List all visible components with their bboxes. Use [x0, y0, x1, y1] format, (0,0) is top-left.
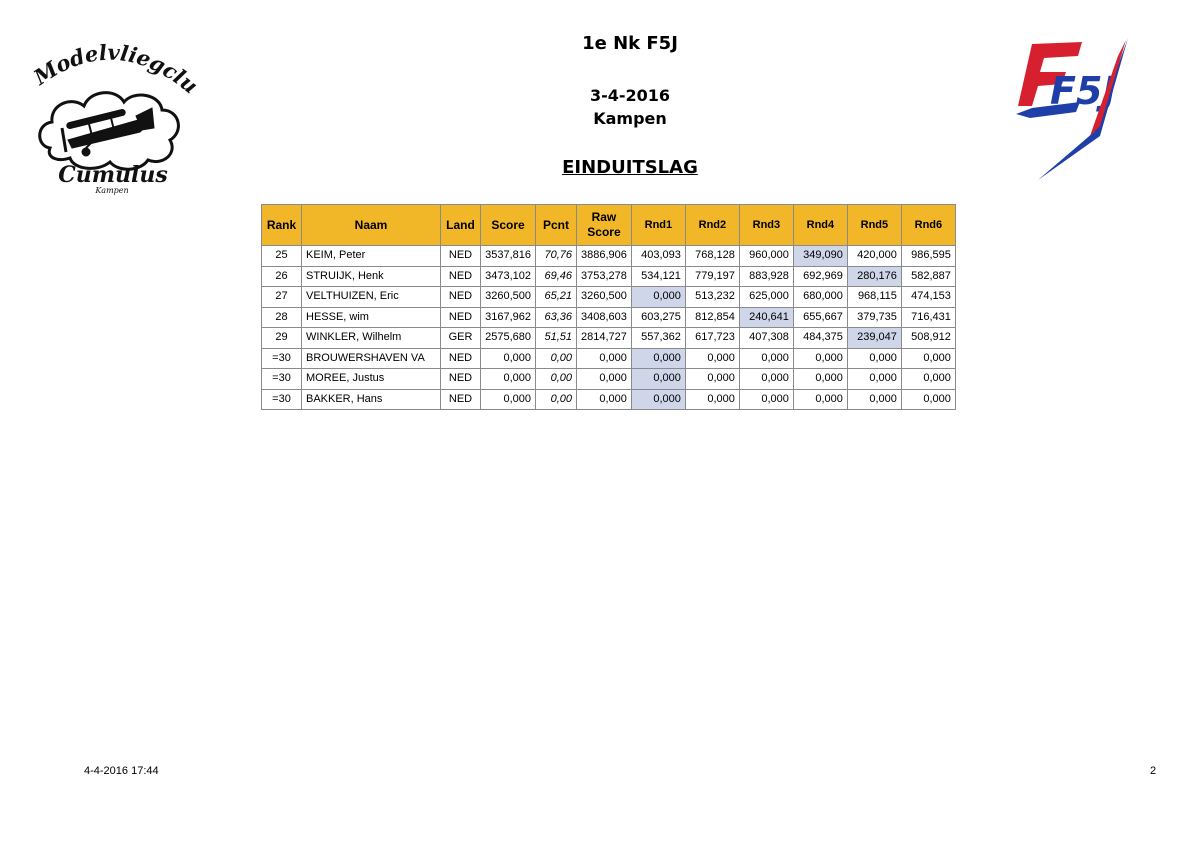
table-row	[262, 348, 956, 369]
round-1-cell: 403,093	[631, 246, 685, 267]
round-5-cell: 0,000	[847, 389, 901, 410]
score-cell: 0,000	[481, 348, 536, 369]
percent-cell: 69,46	[536, 266, 577, 287]
col-rnd3: Rnd3	[739, 205, 793, 246]
round-3-cell: 625,000	[739, 287, 793, 308]
rank-cell: =30	[262, 389, 302, 410]
name-cell: KEIM, Peter	[302, 246, 441, 267]
round-4-cell: 0,000	[793, 389, 847, 410]
round-5-cell: 0,000	[847, 369, 901, 390]
col-rnd4: Rnd4	[793, 205, 847, 246]
name-cell: STRUIJK, Henk	[302, 266, 441, 287]
raw-score-cell: 3886,906	[577, 246, 632, 267]
name-cell: MOREE, Justus	[302, 369, 441, 390]
table-row	[262, 389, 956, 410]
round-4-cell: 0,000	[793, 369, 847, 390]
round-3-cell: 240,641	[739, 307, 793, 328]
percent-cell: 0,00	[536, 389, 577, 410]
percent-cell: 0,00	[536, 348, 577, 369]
raw-score-cell: 3753,278	[577, 266, 632, 287]
score-cell: 3167,962	[481, 307, 536, 328]
round-6-cell: 0,000	[901, 369, 955, 390]
f5j-logo-text: F5J	[1050, 69, 1117, 113]
round-2-cell: 0,000	[685, 369, 739, 390]
print-timestamp: 4-4-2016 17:44	[84, 765, 159, 777]
raw-score-cell: 2814,727	[577, 328, 632, 349]
raw-score-cell: 3260,500	[577, 287, 632, 308]
table-row	[262, 287, 956, 308]
round-2-cell: 617,723	[685, 328, 739, 349]
round-4-cell: 484,375	[793, 328, 847, 349]
country-cell: GER	[441, 328, 481, 349]
round-4-cell: 680,000	[793, 287, 847, 308]
percent-cell: 63,36	[536, 307, 577, 328]
round-6-cell: 474,153	[901, 287, 955, 308]
raw-score-cell: 3408,603	[577, 307, 632, 328]
country-cell: NED	[441, 348, 481, 369]
round-2-cell: 0,000	[685, 389, 739, 410]
col-rnd1: Rnd1	[631, 205, 685, 246]
round-2-cell: 0,000	[685, 348, 739, 369]
score-cell: 0,000	[481, 389, 536, 410]
col-raw-score: Raw Score	[577, 205, 632, 246]
name-cell: HESSE, wim	[302, 307, 441, 328]
event-date: 3-4-2016	[589, 86, 671, 105]
rank-cell: 27	[262, 287, 302, 308]
raw-score-cell: 0,000	[577, 348, 632, 369]
col-rnd5: Rnd5	[847, 205, 901, 246]
table-header-row	[262, 205, 956, 246]
col-naam: Naam	[302, 205, 441, 246]
country-cell: NED	[441, 287, 481, 308]
club-name-arc: Modelvliegcl	[29, 39, 190, 90]
rank-cell: 25	[262, 246, 302, 267]
round-4-cell: 655,667	[793, 307, 847, 328]
rank-cell: 29	[262, 328, 302, 349]
table-row	[262, 266, 956, 287]
rank-cell: =30	[262, 348, 302, 369]
country-cell: NED	[441, 246, 481, 267]
club-name-cumulus: Cumulus	[58, 162, 168, 188]
round-2-cell: 779,197	[685, 266, 739, 287]
col-score: Score	[481, 205, 536, 246]
score-cell: 2575,680	[481, 328, 536, 349]
round-3-cell: 0,000	[739, 389, 793, 410]
col-pcnt: Pcnt	[536, 205, 577, 246]
results-body	[262, 246, 956, 410]
round-5-cell: 420,000	[847, 246, 901, 267]
name-cell: BAKKER, Hans	[302, 389, 441, 410]
percent-cell: 70,76	[536, 246, 577, 267]
round-1-cell: 0,000	[631, 287, 685, 308]
score-cell: 3537,816	[481, 246, 536, 267]
round-4-cell: 0,000	[793, 348, 847, 369]
table-row	[262, 328, 956, 349]
table-row	[262, 307, 956, 328]
col-rank: Rank	[262, 205, 302, 246]
club-city: Kampen	[95, 186, 129, 195]
round-5-cell: 239,047	[847, 328, 901, 349]
round-3-cell: 407,308	[739, 328, 793, 349]
score-cell: 0,000	[481, 369, 536, 390]
name-cell: VELTHUIZEN, Eric	[302, 287, 441, 308]
percent-cell: 0,00	[536, 369, 577, 390]
score-cell: 3260,500	[481, 287, 536, 308]
round-1-cell: 603,275	[631, 307, 685, 328]
percent-cell: 51,51	[536, 328, 577, 349]
section-title: EINDUITSLAG	[562, 157, 698, 178]
country-cell: NED	[441, 307, 481, 328]
name-cell: WINKLER, Wilhelm	[302, 328, 441, 349]
round-3-cell: 0,000	[739, 369, 793, 390]
page-number: 2	[1150, 765, 1157, 777]
name-cell: BROUWERSHAVEN VA	[302, 348, 441, 369]
round-5-cell: 280,176	[847, 266, 901, 287]
round-5-cell: 0,000	[847, 348, 901, 369]
rank-cell: 26	[262, 266, 302, 287]
round-3-cell: 883,928	[739, 266, 793, 287]
round-6-cell: 582,887	[901, 266, 955, 287]
country-cell: NED	[441, 266, 481, 287]
percent-cell: 65,21	[536, 287, 577, 308]
table-row	[262, 246, 956, 267]
round-6-cell: 508,912	[901, 328, 955, 349]
raw-score-cell: 0,000	[577, 389, 632, 410]
col-rnd2: Rnd2	[685, 205, 739, 246]
col-land: Land	[441, 205, 481, 246]
round-3-cell: 0,000	[739, 348, 793, 369]
round-1-cell: 0,000	[631, 389, 685, 410]
round-6-cell: 716,431	[901, 307, 955, 328]
round-3-cell: 960,000	[739, 246, 793, 267]
round-1-cell: 0,000	[631, 348, 685, 369]
round-2-cell: 513,232	[685, 287, 739, 308]
country-cell: NED	[441, 389, 481, 410]
results-table	[261, 204, 956, 410]
round-4-cell: 692,969	[793, 266, 847, 287]
round-2-cell: 768,128	[685, 246, 739, 267]
round-1-cell: 0,000	[631, 369, 685, 390]
score-cell: 3473,102	[481, 266, 536, 287]
event-title: 1e Nk F5J	[582, 33, 678, 54]
rank-cell: 28	[262, 307, 302, 328]
round-1-cell: 557,362	[631, 328, 685, 349]
raw-score-cell: 0,000	[577, 369, 632, 390]
round-6-cell: 0,000	[901, 348, 955, 369]
country-cell: NED	[441, 369, 481, 390]
event-location: Kampen	[593, 109, 667, 128]
col-rnd6: Rnd6	[901, 205, 955, 246]
round-2-cell: 812,854	[685, 307, 739, 328]
round-6-cell: 986,595	[901, 246, 955, 267]
round-5-cell: 968,115	[847, 287, 901, 308]
round-4-cell: 349,090	[793, 246, 847, 267]
rank-cell: =30	[262, 369, 302, 390]
round-1-cell: 534,121	[631, 266, 685, 287]
round-6-cell: 0,000	[901, 389, 955, 410]
table-row	[262, 369, 956, 390]
round-5-cell: 379,735	[847, 307, 901, 328]
